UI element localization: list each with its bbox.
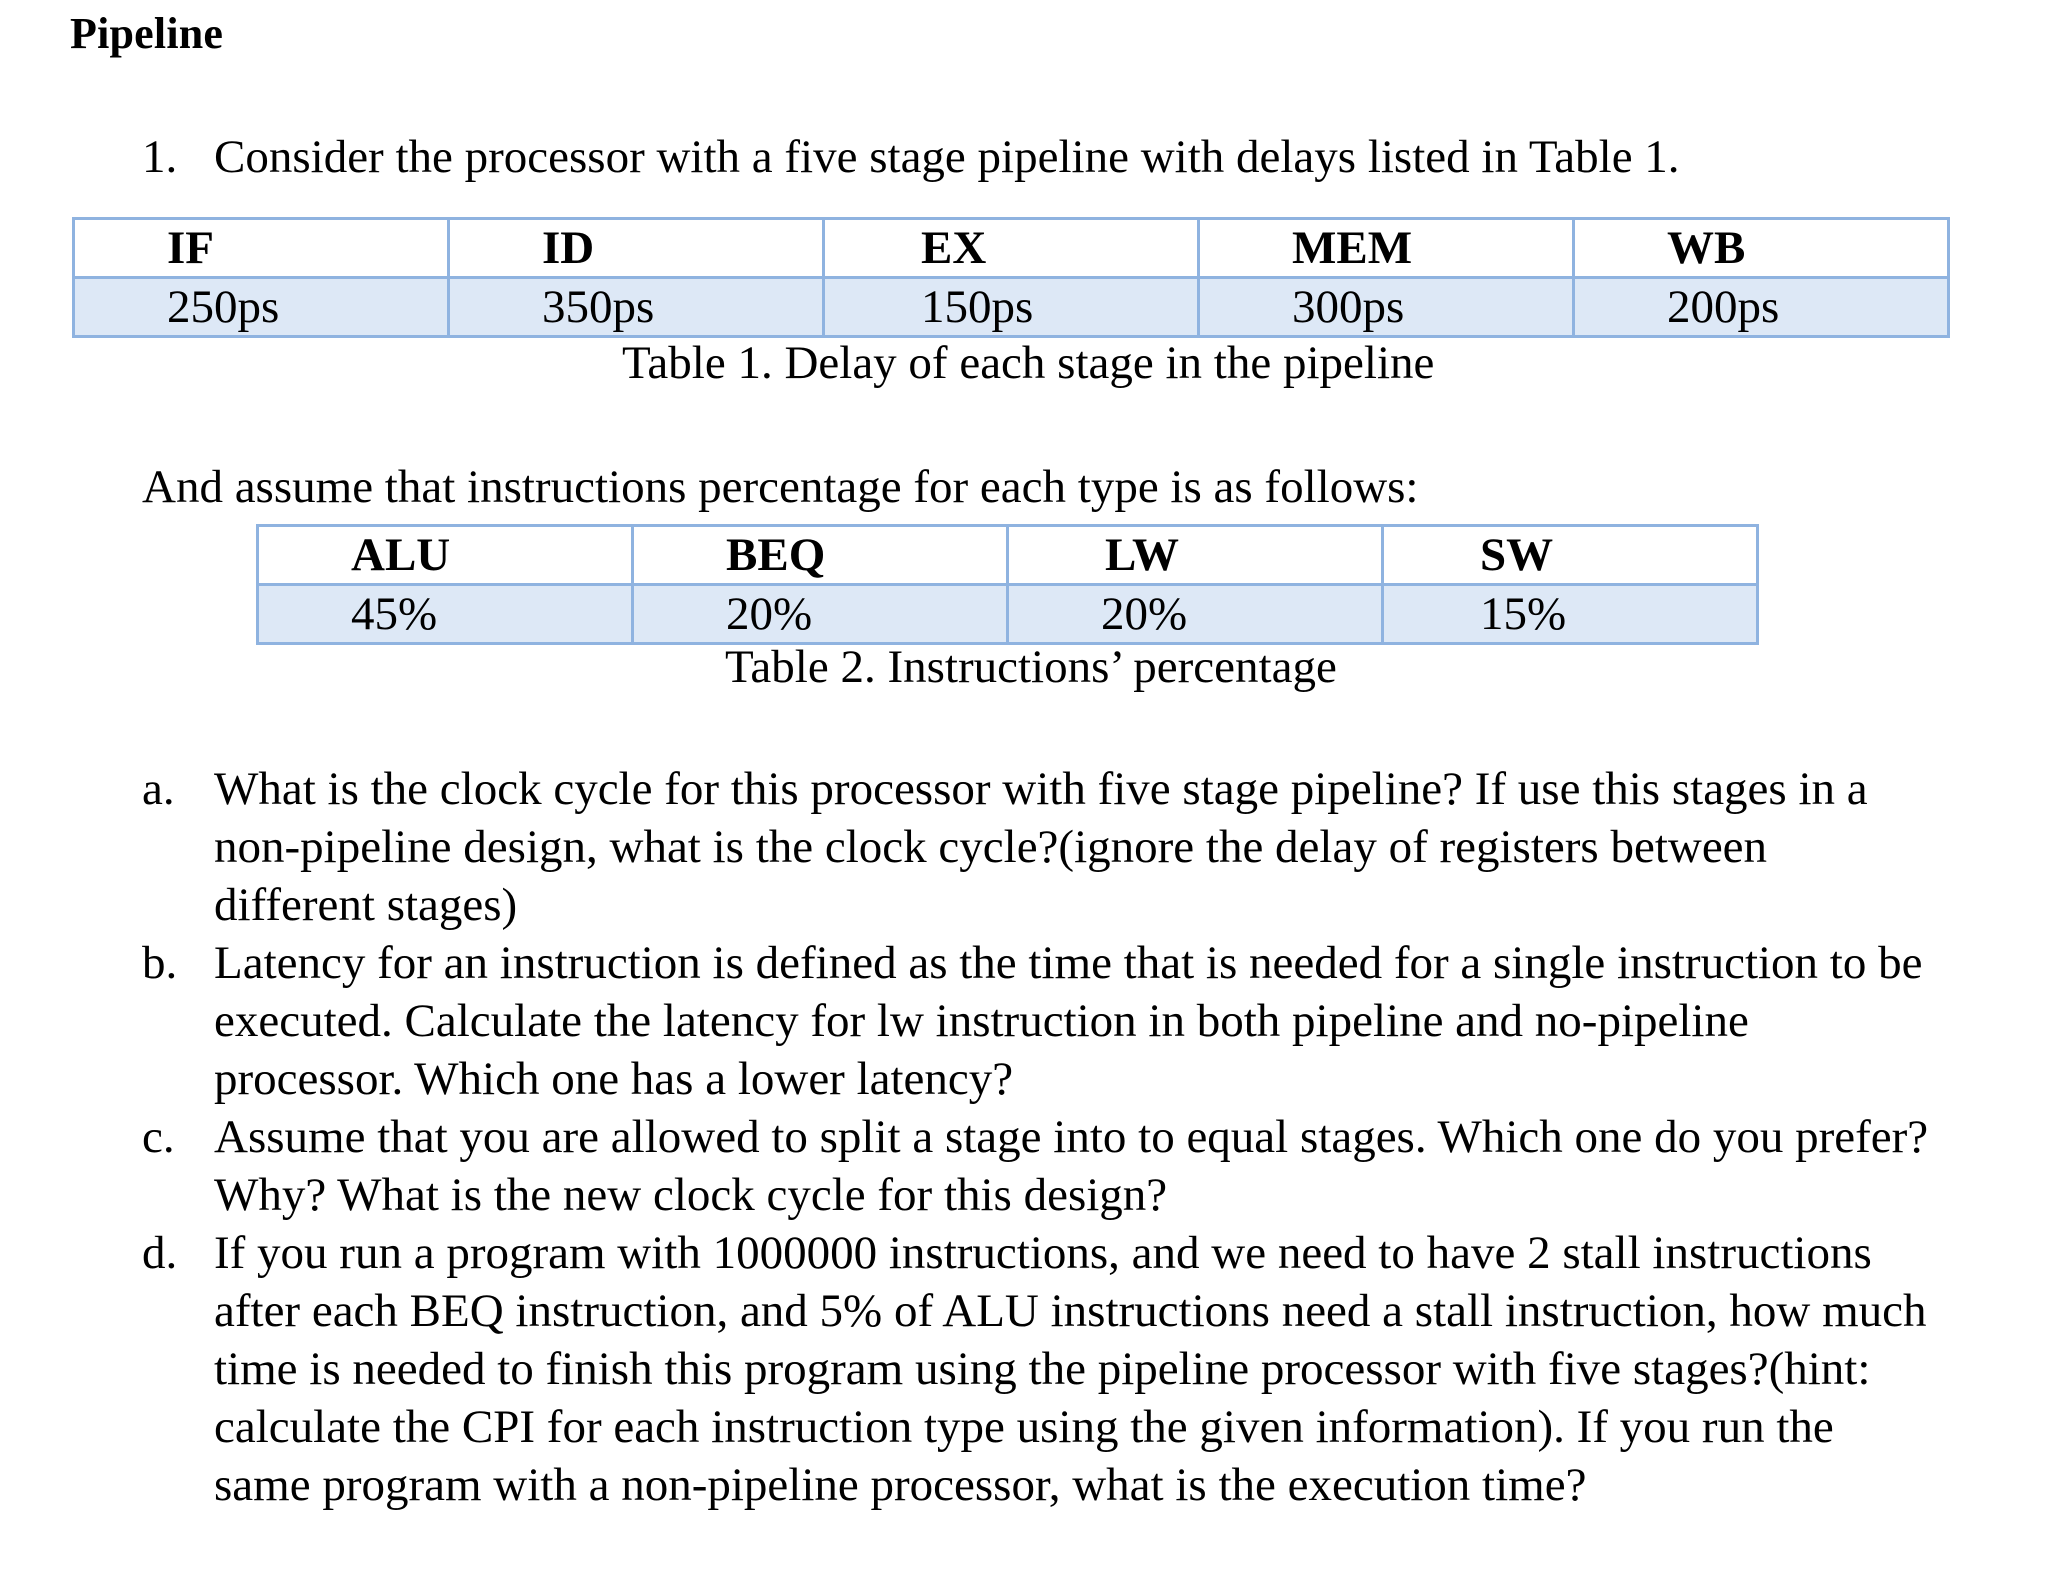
cell-text: 45%: [351, 588, 438, 640]
table-cell: [1008, 526, 1383, 585]
table-cell: [74, 219, 449, 278]
table-2-caption: Table 2. Instructions’ percentage: [725, 641, 1337, 693]
table-cell: [1574, 219, 1949, 278]
list-item: [142, 1224, 1932, 1514]
cell-text: MEM: [1292, 222, 1413, 274]
list-item-text: Assume that you are allowed to split a stage into to equal stages. Which one do you prefer? Why? What is the new clock cycle for this design?: [214, 1111, 1929, 1221]
table-cell: [1199, 278, 1574, 337]
table-cell: [633, 526, 1008, 585]
intro-text: And assume that instructions percentage for each type is as follows:: [142, 461, 1419, 513]
table-1-caption: Table 1. Delay of each stage in the pipeline: [622, 337, 1435, 389]
table-cell: [1199, 219, 1574, 278]
stage-delay-table: [72, 217, 1950, 338]
list-marker: d.: [142, 1227, 178, 1279]
cell-text: 300ps: [1292, 281, 1405, 333]
table-cell: [633, 585, 1008, 644]
question-number: 1.: [142, 131, 178, 183]
cell-text: 200ps: [1667, 281, 1780, 333]
list-item-text: Latency for an instruction is defined as the time that is needed for a single instruction to be executed. Calculate the latency for lw instruction in both pipeline and no-pipeline processor. Which one has a lower latency?: [214, 937, 1923, 1105]
instruction-percentage-table: [256, 524, 1759, 645]
list-item: [142, 760, 1932, 934]
list-marker: c.: [142, 1111, 175, 1163]
list-marker: b.: [142, 937, 178, 989]
table-cell: [449, 278, 824, 337]
table-cell: [1008, 585, 1383, 644]
question-parts-list: [142, 760, 1932, 1514]
cell-text: 20%: [1101, 588, 1188, 640]
table-row: [258, 585, 1758, 644]
cell-text: 150ps: [921, 281, 1034, 333]
table-cell: [258, 526, 633, 585]
table-cell: [449, 219, 824, 278]
list-item-text: What is the clock cycle for this processor with five stage pipeline? If use this stages in a non-pipeline design, what is the clock cycle?(ignore the delay of registers between different stages): [214, 763, 1868, 931]
table-cell: [1383, 526, 1758, 585]
cell-text: LW: [1105, 529, 1180, 581]
table-cell: [258, 585, 633, 644]
cell-text: EX: [921, 222, 987, 274]
list-item: [142, 1108, 1932, 1224]
list-item: [142, 934, 1932, 1108]
question-text: Consider the processor with a five stage pipeline with delays listed in Table 1.: [214, 131, 1680, 183]
cell-text: ALU: [351, 529, 451, 581]
cell-text: IF: [167, 222, 214, 274]
cell-text: BEQ: [726, 529, 826, 581]
cell-text: ID: [542, 222, 595, 274]
list-marker: a.: [142, 763, 175, 815]
table-row: [74, 278, 1949, 337]
list-item-text: If you run a program with 1000000 instructions, and we need to have 2 stall instructions after each BEQ instruction, and 5% of ALU instructions need a stall instruction, how much time is needed to finish this program using the pipeline processor with five stages?(hint: calculate the CPI for each instruction type using the given information). If you run the same program with a non-pipeline processor, what is the execution time?: [214, 1227, 1927, 1511]
table-cell: [824, 278, 1199, 337]
cell-text: 20%: [726, 588, 813, 640]
cell-text: 15%: [1480, 588, 1567, 640]
cell-text: SW: [1480, 529, 1554, 581]
table-cell: [1574, 278, 1949, 337]
table-header-row: [74, 219, 1949, 278]
page-heading: Pipeline: [70, 9, 224, 58]
table-cell: [74, 278, 449, 337]
cell-text: WB: [1667, 222, 1746, 274]
table-header-row: [258, 526, 1758, 585]
cell-text: 250ps: [167, 281, 280, 333]
table-cell: [1383, 585, 1758, 644]
table-cell: [824, 219, 1199, 278]
cell-text: 350ps: [542, 281, 655, 333]
question-1: [142, 130, 1680, 184]
